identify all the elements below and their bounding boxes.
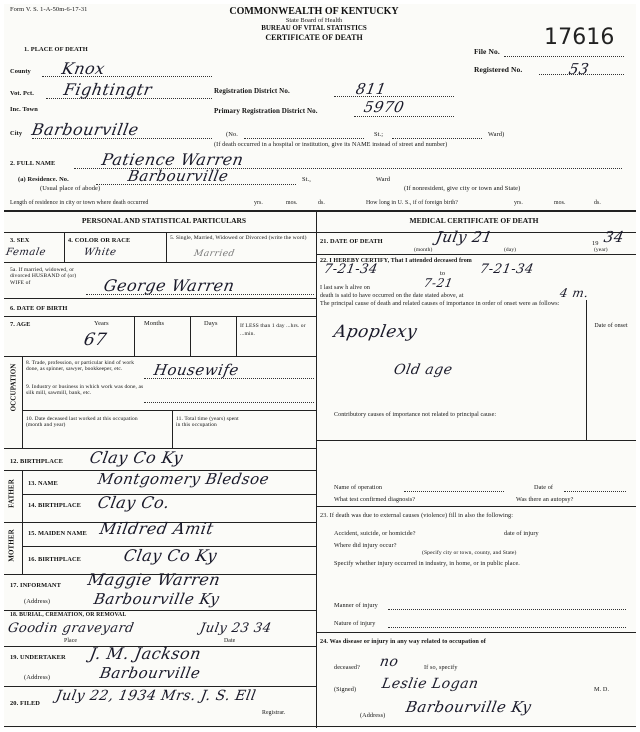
age-divider-2	[190, 316, 191, 356]
onset-divider	[586, 300, 587, 440]
sex-label: 3. SEX	[10, 237, 30, 244]
nature-line	[388, 627, 626, 628]
cause-label: The principal cause of death and related causes of importance in order of onset were as follows:	[320, 301, 560, 307]
q24-label: 24. Was disease or injury in any way related to occupation of	[320, 638, 486, 645]
city-value: Barbourville	[30, 120, 141, 139]
lessthan-label: If LESS than 1 day ...hrs. or ...min.	[240, 323, 306, 337]
undertaker-address-label: (Address)	[24, 674, 51, 681]
burial-value: Goodin graveyard	[6, 621, 136, 636]
year-prefix: 19	[592, 240, 599, 247]
registered-no-label: Registered No.	[474, 65, 523, 74]
occupation-value: Housewife	[152, 361, 241, 379]
cause-1-value: Apoplexy	[332, 322, 419, 342]
file-number: 17616	[544, 25, 615, 50]
signed-value: Leslie Logan	[380, 676, 480, 692]
medical-rule-1	[316, 254, 636, 255]
us-ds: ds.	[594, 200, 601, 206]
occupation-side-label: OCCUPATION	[9, 363, 18, 412]
row-rule-1	[4, 262, 316, 263]
primary-district-label: Primary Registration District No.	[214, 107, 318, 115]
medical-rule-2	[316, 440, 636, 441]
year-caption: (year)	[594, 247, 608, 253]
personal-heading: PERSONAL AND STATISTICAL PARTICULARS	[81, 216, 247, 225]
contrib-label: Contributory causes of importance not related to principal cause:	[334, 412, 497, 418]
to-date-value: 7-21-34	[478, 262, 535, 277]
cause-2-value: Old age	[392, 362, 454, 378]
saw-date-value: 7-21	[422, 276, 455, 290]
manner-label: Manner of injury	[334, 602, 378, 609]
color-divider	[166, 232, 167, 262]
date-death-value: July 21	[434, 228, 494, 246]
reg-district-line	[334, 96, 454, 97]
row-rule-2	[4, 298, 316, 299]
color-label: 4. COLOR OR RACE	[68, 237, 131, 244]
occupation-inner-rule	[22, 410, 316, 411]
informant-label: 17. INFORMANT	[10, 582, 62, 589]
injury-date-label: date of injury	[504, 530, 539, 537]
marital-label: 5. Single, Married, Widowed or Divorced (write the word)	[170, 235, 307, 241]
heading-rule	[4, 232, 636, 233]
operation-line	[404, 491, 504, 492]
mother-bp-value: Clay Co Ky	[122, 546, 219, 565]
county-label: County	[10, 68, 31, 75]
filed-label: 20. FILED	[10, 700, 41, 707]
residence-ward-label: Ward	[376, 176, 391, 183]
informant-value: Maggie Warren	[86, 570, 222, 589]
sex-divider	[64, 232, 65, 262]
nature-label: Nature of injury	[334, 620, 376, 627]
signed-label: (Signed)	[334, 686, 357, 693]
age-divider-1	[134, 316, 135, 356]
specify-label: Specify whether injury occurred in industry, in home, or in public place.	[334, 560, 520, 567]
town-label: Inc. Town	[10, 106, 38, 113]
registrar-label: Registrar.	[262, 710, 286, 716]
residence-label: (a) Residence. No.	[18, 176, 69, 183]
father-name-label: 13. NAME	[28, 480, 58, 487]
place-section-label: 1. PLACE OF DEATH	[24, 46, 88, 53]
row-rule-4	[4, 356, 316, 357]
days-label: Days	[204, 320, 218, 327]
certificate-title: CERTIFICATE OF DEATH	[265, 33, 363, 42]
mother-bp-label: 16. BIRTHPLACE	[28, 556, 82, 563]
length-note: Length of residence in city or town where death occurred	[10, 200, 149, 206]
accident-label: Accident, suicide, or homicide?	[334, 530, 416, 537]
death-certificate	[4, 4, 636, 728]
bureau-heading: BUREAU OF VITAL STATISTICS	[261, 24, 367, 32]
year-value: 34	[602, 228, 626, 246]
occupation-10-label: 10. Date deceased last worked at this occupation (month and year)	[26, 416, 138, 429]
md-label: M. D.	[594, 686, 610, 693]
st-line	[392, 138, 482, 139]
color-value: White	[83, 247, 118, 258]
length-ds: ds.	[318, 200, 325, 206]
reg-district-value: 811	[354, 80, 388, 98]
file-no-label: File No.	[474, 47, 500, 56]
to-label: to	[440, 270, 446, 277]
deceased-label: deceased?	[334, 664, 360, 671]
death-occurred-label: death is said to have occurred on the date stated above, at	[320, 293, 464, 299]
bottom-rule	[4, 726, 636, 727]
length-mos: mos.	[286, 200, 298, 206]
certify-label: 22. I HEREBY CERTIFY, That I attended deceased from	[320, 258, 472, 264]
where-note: (Specify city or town, county, and State)	[422, 550, 517, 556]
ward-label: Ward)	[488, 131, 505, 138]
father-name-value: Montgomery Bledsoe	[96, 470, 271, 488]
primary-district-value: 5970	[362, 98, 406, 116]
marital-value: Married	[193, 249, 236, 259]
mother-side-label: MOTHER	[7, 529, 16, 562]
operation-label: Name of operation	[334, 484, 383, 491]
industry-line	[144, 402, 314, 403]
years-label: Years	[94, 320, 109, 327]
date-death-label: 21. DATE OF DEATH	[320, 238, 383, 245]
occupation-8-label: 8. Trade, profession, or particular kind of work done, as spinner, sawyer, bookkeeper, etc.	[26, 360, 135, 373]
no-line	[244, 138, 364, 139]
vot-value: Fightingtr	[62, 80, 154, 99]
where-label: Where did injury occur?	[334, 542, 397, 549]
physician-address-label: (Address)	[360, 712, 386, 719]
test-label: What test confirmed diagnosis?	[334, 496, 416, 503]
occupation-divider	[172, 410, 173, 448]
full-name-value: Patience Warren	[100, 150, 246, 169]
medical-rule-4	[316, 632, 636, 633]
month-caption: (month)	[414, 247, 433, 253]
row-rule-13	[4, 686, 316, 687]
undertaker-value: J. M. Jackson	[88, 644, 203, 663]
filed-value: July 22, 1934 Mrs. J. S. Ell	[54, 688, 258, 704]
full-name-label: 2. FULL NAME	[10, 160, 56, 167]
dob-label: 6. DATE OF BIRTH	[10, 305, 68, 312]
occupation-line	[144, 378, 314, 379]
row-rule-3	[4, 316, 316, 317]
us-note: How long in U. S., if of foreign birth?	[366, 200, 458, 206]
undertaker-address-value: Barbourville	[98, 664, 202, 682]
from-date-value: 7-21-34	[322, 262, 379, 277]
no-label: (No.	[226, 131, 238, 138]
primary-district-line	[354, 116, 454, 117]
undertaker-label: 19. UNDERTAKER	[10, 654, 66, 661]
occupation-margin	[22, 356, 23, 448]
row-rule-11	[4, 610, 316, 611]
residence-st-label: St.,	[302, 176, 311, 183]
father-bp-label: 14. BIRTHPLACE	[28, 502, 82, 509]
external-label: 23. If death was due to external causes (violence) fill in also the following:	[320, 512, 514, 519]
city-label: City	[10, 130, 23, 137]
saw-label: I last saw h alive on	[320, 285, 370, 291]
informant-address-label: (Address)	[24, 598, 51, 605]
reg-district-label: Registration District No.	[214, 87, 290, 95]
occupation-9-label: 9. Industry or business in which work was done, as silk mill, sawmill, bank, etc.	[26, 384, 144, 397]
onset-label: Date of onset	[594, 323, 628, 329]
age-divider-3	[236, 316, 237, 356]
us-mos: mos.	[554, 200, 566, 206]
burial-date-value: July 23 34	[198, 621, 273, 636]
st-label: St.;	[374, 131, 384, 138]
registered-number: 53	[567, 60, 591, 78]
state-heading: COMMONWEALTH OF KENTUCKY	[229, 6, 399, 17]
occupation-11-label: 11. Total time (years) spent in this occupation	[176, 416, 239, 429]
spouse-value: George Warren	[102, 276, 237, 295]
abode-note: (Usual place of abode)	[40, 185, 101, 192]
mother-name-label: 15. MAIDEN NAME	[28, 530, 87, 537]
form-code: Form V. S. 1-A-50m-6-17-31	[10, 6, 88, 13]
us-yrs: yrs.	[514, 200, 523, 206]
father-side-label: FATHER	[7, 479, 16, 508]
medical-rule-3	[316, 506, 636, 507]
manner-line	[388, 609, 626, 610]
burial-label: 18. BURIAL, CREMATION, OR REMOVAL	[10, 612, 127, 618]
father-bp-value: Clay Co.	[96, 493, 172, 512]
mother-name-value: Mildred Amit	[98, 519, 216, 538]
operation-date-line	[564, 491, 626, 492]
physician-address-value: Barbourville Ky	[404, 698, 533, 716]
birthplace-label: 12. BIRTHPLACE	[10, 458, 64, 465]
nonres-note: (If nonresident, give city or town and State)	[404, 185, 521, 192]
birthplace-value: Clay Co Ky	[88, 448, 185, 467]
age-value: 67	[82, 330, 109, 350]
age-label: 7. AGE	[10, 321, 31, 328]
column-divider	[316, 210, 317, 728]
board-heading: State Board of Health	[285, 17, 343, 24]
day-caption: (day)	[504, 247, 517, 253]
hospital-note: (If death occurred in a hospital or institution, give its NAME instead of street and number)	[214, 141, 448, 148]
spouse-label: 5a. If married, widowed, or divorced HUSBAND of (or) WIFE of	[10, 267, 77, 286]
sex-value: Female	[5, 247, 47, 258]
burial-place-label: Place	[64, 638, 78, 644]
county-value: Knox	[60, 59, 107, 78]
length-yrs: yrs.	[254, 200, 263, 206]
file-no-line	[504, 56, 624, 57]
residence-value: Barbourville	[126, 167, 230, 185]
operation-date-label: Date of	[534, 484, 554, 491]
burial-date-label: Date	[224, 638, 236, 644]
if-so-label: If so, specify	[424, 664, 458, 671]
vot-label: Vot. Pct.	[10, 90, 34, 97]
medical-heading: MEDICAL CERTIFICATE OF DEATH	[409, 216, 539, 225]
autopsy-label: Was there an autopsy?	[516, 496, 574, 503]
informant-address-value: Barbourville Ky	[92, 590, 221, 608]
grid-top-rule	[4, 210, 636, 212]
months-label: Months	[144, 320, 165, 327]
deceased-answer: no	[378, 654, 400, 670]
time-value: 4 m.	[558, 286, 590, 300]
